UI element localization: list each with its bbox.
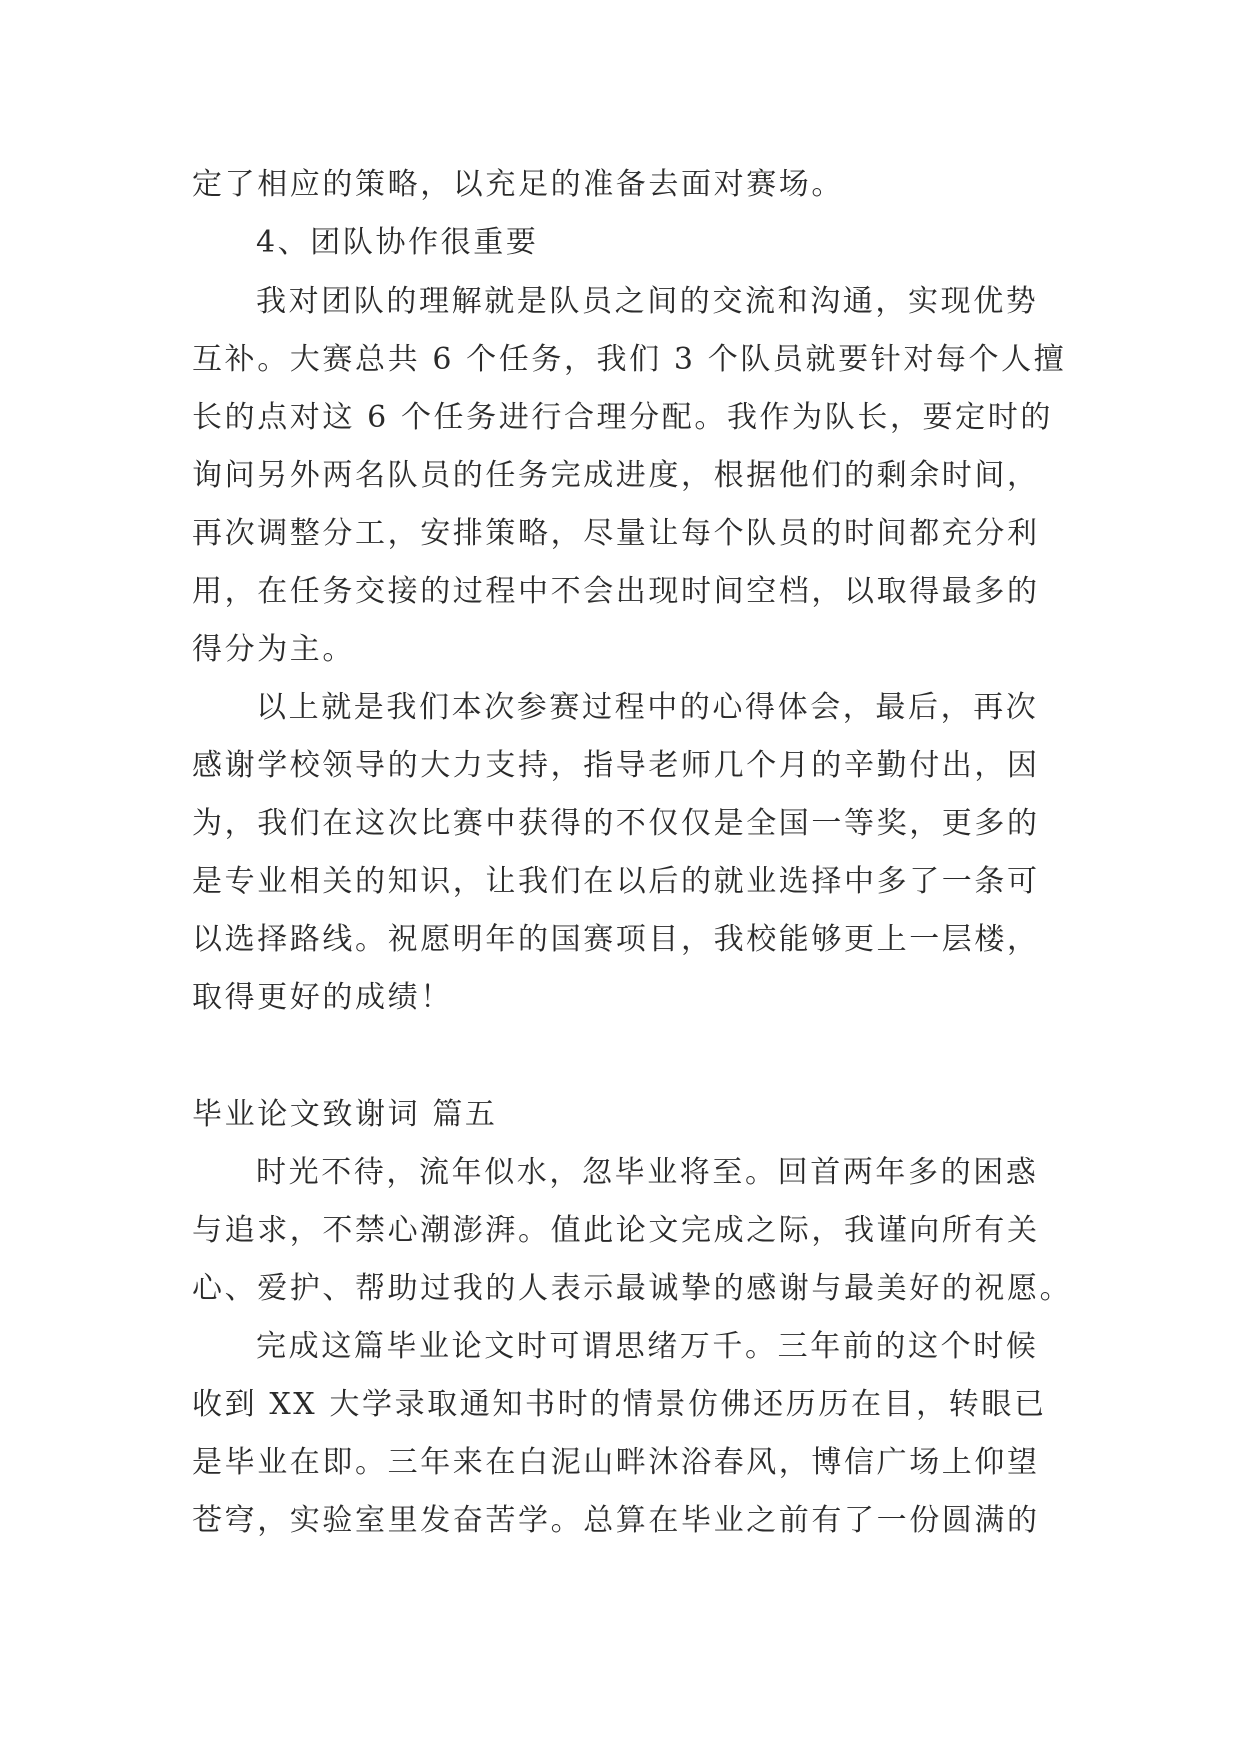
text-line: 收到 XX 大学录取通知书时的情景仿佛还历历在目，转眼已 xyxy=(192,1387,1047,1422)
text-line: 以上就是我们本次参赛过程中的心得体会，最后，再次 xyxy=(256,690,1039,725)
text-line: 定了相应的策略，以充足的准备去面对赛场。 xyxy=(192,167,844,202)
text-line: 是专业相关的知识，让我们在以后的就业选择中多了一条可 xyxy=(192,864,1040,899)
text-line: 为，我们在这次比赛中获得的不仅仅是全国一等奖，更多的 xyxy=(192,806,1040,841)
section-title: 毕业论文致谢词 篇五 xyxy=(192,1097,498,1132)
text-line: 我对团队的理解就是队员之间的交流和沟通，实现优势 xyxy=(256,284,1039,319)
text-line: 苍穹，实验室里发奋苦学。总算在毕业之前有了一份圆满的 xyxy=(192,1503,1040,1538)
text-line: 与追求，不禁心潮澎湃。值此论文完成之际，我谨向所有关 xyxy=(192,1213,1040,1248)
text-line: 用，在任务交接的过程中不会出现时间空档，以取得最多的 xyxy=(192,574,1040,609)
text-line: 取得更好的成绩！ xyxy=(192,980,453,1015)
text-line: 再次调整分工，安排策略，尽量让每个队员的时间都充分利 xyxy=(192,516,1040,551)
text-line: 是毕业在即。三年来在白泥山畔沐浴春风，博信广场上仰望 xyxy=(192,1445,1040,1480)
text-line: 时光不待，流年似水，忽毕业将至。回首两年多的困惑 xyxy=(256,1155,1039,1190)
text-line: 长的点对这 6 个任务进行合理分配。我作为队长，要定时的 xyxy=(192,400,1053,435)
text-line: 询问另外两名队员的任务完成进度，根据他们的剩余时间， xyxy=(192,458,1040,493)
text-line: 心、爱护、帮助过我的人表示最诚挚的感谢与最美好的祝愿。 xyxy=(192,1271,1073,1306)
text-line: 完成这篇毕业论文时可谓思绪万千。三年前的这个时候 xyxy=(256,1329,1039,1364)
section-heading: 4、团队协作很重要 xyxy=(256,225,539,260)
text-line: 以选择路线。祝愿明年的国赛项目，我校能够更上一层楼， xyxy=(192,922,1040,957)
text-line: 得分为主。 xyxy=(192,632,355,667)
text-line: 互补。大赛总共 6 个任务，我们 3 个队员就要针对每个人擅 xyxy=(192,342,1067,377)
text-line: 感谢学校领导的大力支持，指导老师几个月的辛勤付出，因 xyxy=(192,748,1040,783)
